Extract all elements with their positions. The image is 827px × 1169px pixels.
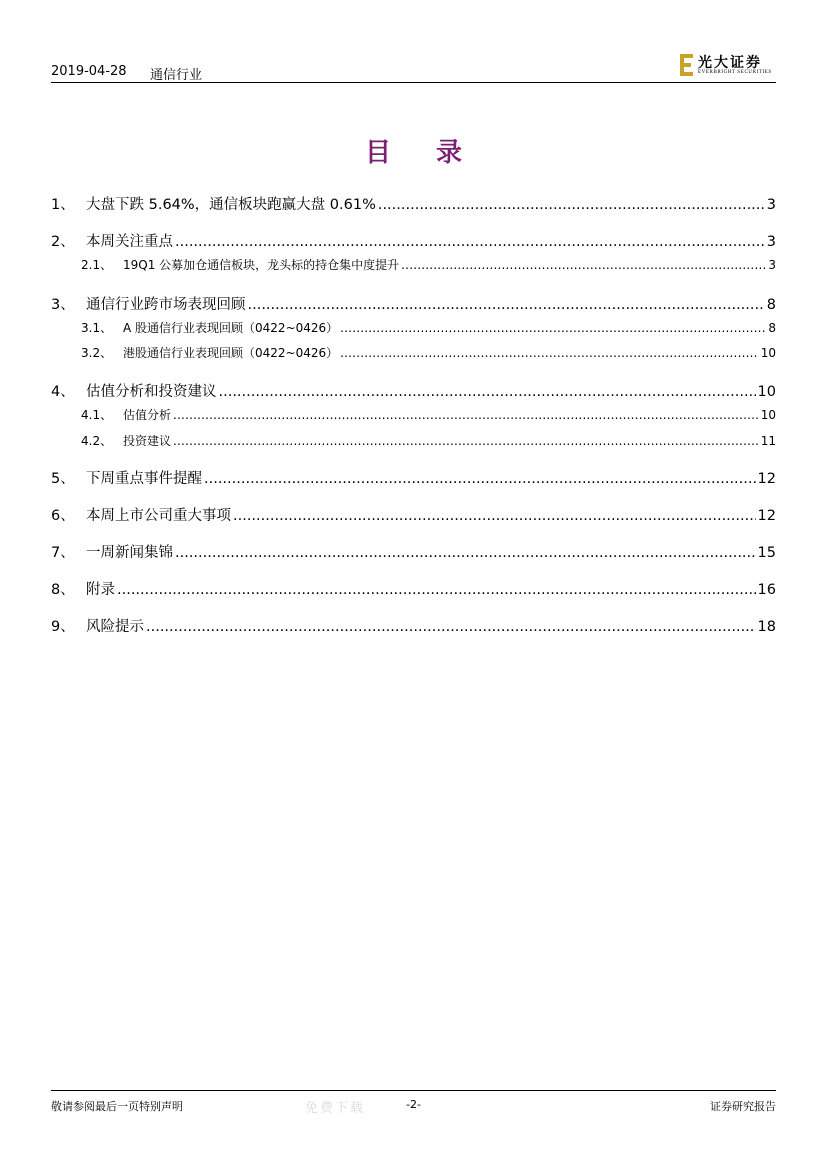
toc-entry-page: 3 (766, 197, 776, 213)
toc-entry[interactable] (51, 504, 776, 525)
industry-label: 通信行业 (150, 68, 203, 83)
toc-entry-title: 估值分析 (123, 408, 172, 422)
logo-english-name: EVERBRIGHT SECURITIES (698, 70, 772, 75)
toc-entry-number: 4.1、 (81, 408, 113, 422)
toc-entry-title: 大盘下跌 5.64%，通信板块跑赢大盘 0.61% (86, 197, 376, 213)
toc-entry-title: 估值分析和投资建议 (86, 384, 217, 400)
toc-entry-page: 11 (760, 434, 776, 448)
toc-entry-number: 9、 (51, 619, 75, 635)
toc-entry-title: 19Q1 公募加仓通信板块，龙头标的持仓集中度提升 (123, 258, 400, 272)
toc-leader-dots (378, 197, 765, 213)
watermark: 免费下载 (305, 1101, 366, 1116)
everbright-logo (680, 52, 772, 78)
toc-entry-number: 8、 (51, 582, 75, 598)
toc-entry-page: 3 (768, 258, 776, 272)
toc-entry-number: 4、 (51, 384, 75, 400)
toc-leader-dots (175, 234, 765, 250)
toc-leader-dots (204, 471, 756, 487)
toc-entry-title: 附录 (86, 582, 115, 598)
toc-entry[interactable] (51, 230, 776, 251)
toc-entry-page: 16 (757, 582, 776, 598)
toc-entry[interactable] (51, 432, 776, 449)
toc-leader-dots (173, 408, 759, 422)
toc-entry-number: 7、 (51, 545, 75, 561)
toc-entry-title: 通信行业跨市场表现回顾 (86, 297, 246, 313)
toc-entry-number: 5、 (51, 471, 75, 487)
toc-leader-dots (340, 321, 766, 335)
toc-entry[interactable] (51, 380, 776, 401)
toc-entry-number: 1、 (51, 197, 75, 213)
toc-leader-dots (117, 582, 756, 598)
toc-entry-title: 一周新闻集锦 (86, 545, 173, 561)
toc-entry[interactable] (51, 193, 776, 214)
toc-entry-title: A 股通信行业表现回顾（0422~0426） (123, 321, 339, 335)
toc-entry-page: 12 (757, 508, 776, 524)
toc-entry[interactable] (51, 541, 776, 562)
toc-entry[interactable] (51, 293, 776, 314)
toc-leader-dots (219, 384, 756, 400)
report-date: 2019-04-28 (51, 64, 127, 79)
toc-entry-number: 2、 (51, 234, 75, 250)
toc-leader-dots (233, 508, 756, 524)
toc-entry-number: 6、 (51, 508, 75, 524)
toc-entry-page: 15 (757, 545, 776, 561)
everbright-logo-icon (680, 54, 694, 76)
toc-entry-number: 3、 (51, 297, 75, 313)
toc-entry-page: 18 (757, 619, 776, 635)
toc-entry-title: 港股通信行业表现回顾（0422~0426） (123, 346, 339, 360)
toc-entry-title: 下周重点事件提醒 (86, 471, 202, 487)
toc-entry-page: 8 (766, 297, 776, 313)
toc-entry-page: 8 (768, 321, 776, 335)
toc-leader-dots (175, 545, 756, 561)
toc-entry-page: 10 (757, 384, 776, 400)
toc-entry-page: 10 (760, 408, 776, 422)
toc-entry-title: 风险提示 (86, 619, 144, 635)
toc-entry-page: 10 (760, 346, 776, 360)
page-number: -2- (406, 1098, 421, 1111)
toc-entry-title: 投资建议 (123, 434, 172, 448)
toc-entry[interactable] (51, 319, 776, 336)
toc-entry[interactable] (51, 467, 776, 488)
toc-entry-page: 12 (757, 471, 776, 487)
toc-entry-number: 2.1、 (81, 258, 113, 272)
toc-leader-dots (146, 619, 756, 635)
toc-leader-dots (173, 434, 759, 448)
disclaimer-note: 敬请参阅最后一页特别声明 (51, 1100, 183, 1113)
toc-entry[interactable] (51, 256, 776, 273)
toc-entry-page: 3 (766, 234, 776, 250)
toc-entry-number: 3.1、 (81, 321, 113, 335)
toc-entry[interactable] (51, 578, 776, 599)
toc-entry[interactable] (51, 344, 776, 361)
toc-entry-title: 本周关注重点 (86, 234, 173, 250)
report-type: 证券研究报告 (710, 1100, 776, 1113)
toc-entry-title: 本周上市公司重大事项 (86, 508, 231, 524)
toc-entry-number: 4.2、 (81, 434, 113, 448)
toc-entry[interactable] (51, 615, 776, 636)
toc-leader-dots (248, 297, 765, 313)
toc-leader-dots (401, 258, 766, 272)
logo-chinese-name: 光大证券 (698, 55, 762, 71)
toc-title: 目 录 (364, 138, 481, 168)
toc-leader-dots (340, 346, 759, 360)
page-footer (51, 1090, 776, 1121)
page-header (51, 52, 776, 83)
toc-entry-number: 3.2、 (81, 346, 113, 360)
toc-entry[interactable] (51, 406, 776, 423)
